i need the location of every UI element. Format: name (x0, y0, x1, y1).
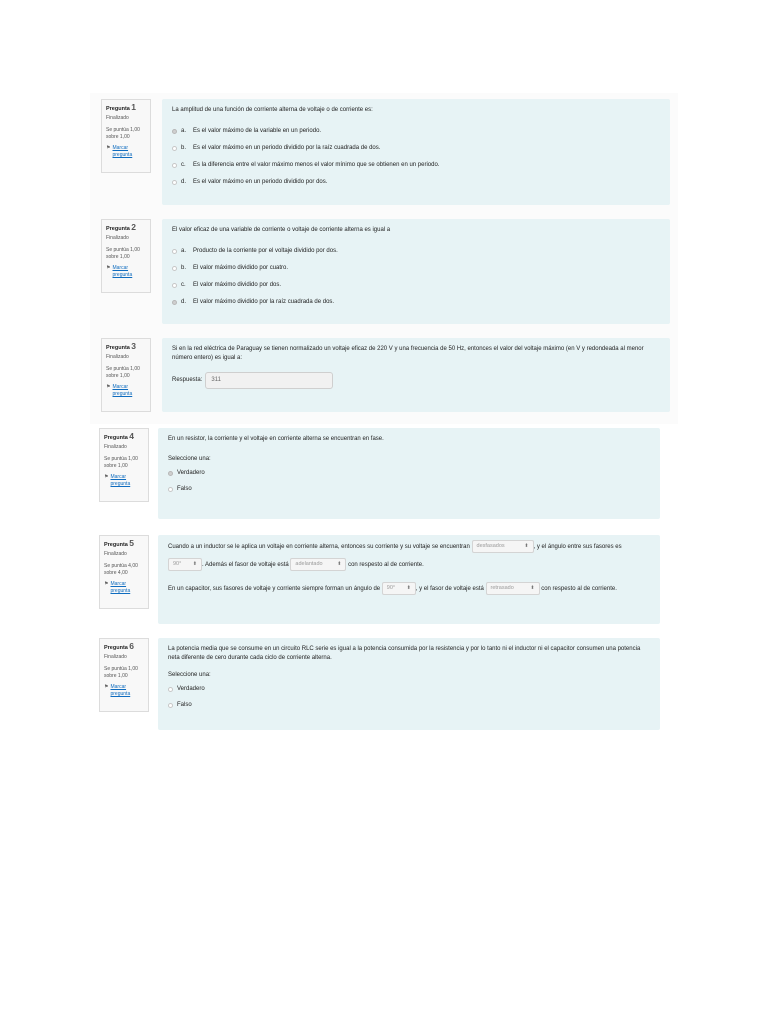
question-content (158, 428, 660, 519)
radio-icon[interactable] (168, 471, 173, 476)
radio-icon[interactable] (172, 249, 177, 254)
question-state: Finalizado (106, 235, 129, 241)
flag-icon: ⚑ (104, 684, 109, 690)
answer-row (172, 372, 660, 389)
radio-icon[interactable] (168, 487, 173, 492)
option-true[interactable]: Verdadero (168, 465, 650, 481)
question-content (158, 535, 660, 624)
question-content (162, 99, 670, 205)
paragraph-inductor: Cuando a un inductor se le aplica un voltaje en corriente alterna, entonces su corriente y su voltaje se encuentran desfasados ⬍ , y el ángulo entre sus fasores es 90° ⬍ . Además el fasor de voltaje está adelantado ⬍ con respesto al de corriente. (168, 538, 650, 574)
option-b[interactable]: b. Es el valor máximo en un periodo dividido por la raíz cuadrada de dos. (172, 140, 660, 157)
radio-icon[interactable] (168, 703, 173, 708)
flag-question-link[interactable]: ⚑ Marcar pregunta (104, 474, 131, 487)
option-a[interactable]: a. Producto de la corriente por el voltaje dividido por dos. (172, 243, 660, 260)
question-heading: Pregunta 3 (106, 341, 136, 351)
chevron-updown-icon: ⬍ (530, 585, 535, 592)
flag-icon: ⚑ (106, 384, 111, 390)
answer-options (168, 465, 650, 497)
option-c[interactable]: c. Es la diferencia entre el valor máximo menos el valor mínimo que se obtienen en un periodo. (172, 157, 660, 174)
question-text: La potencia media que se consume en un circuito RLC serie es igual a la potencia consumida por la resistencia y por lo tanto ni el inductor ni el capacitor consumen una potencia neta diferente de cero durante cada ciclo de corriente alterna. (168, 646, 641, 661)
question-text: Si en la red eléctrica de Paraguay se tienen normalizado un voltaje eficaz de 220 V y una frecuencia de 50 Hz, entonces el valor del voltaje máximo (en V y redondeada al menor número entero) es igual a: (172, 346, 644, 361)
dropdown-phase[interactable]: desfasados ⬍ (472, 540, 534, 553)
question-grade: Se puntúa 1,00 sobre 1,00 (106, 127, 140, 140)
question-heading: Pregunta 2 (106, 222, 136, 232)
question-info (99, 428, 149, 502)
radio-icon[interactable] (172, 180, 177, 185)
answer-options (168, 682, 650, 714)
question-info (101, 219, 151, 293)
question-grade: Se puntúa 1,00 sobre 1,00 (106, 247, 140, 260)
paragraph-capacitor: En un capacitor, sus fasores de voltaje y corriente siempre forman un ángulo de 90° ⬍ , y el fasor de voltaje está retrasado ⬍ con respesto al de corriente. (168, 580, 650, 598)
dropdown-angle[interactable]: 90° ⬍ (168, 558, 202, 571)
question-info (101, 338, 151, 412)
dropdown-capacitor-angle[interactable]: 90° ⬍ (382, 582, 416, 595)
question-grade: Se puntúa 1,00 sobre 1,00 (104, 456, 138, 469)
radio-icon[interactable] (168, 687, 173, 692)
dropdown-voltage-lead[interactable]: adelantado ⬍ (290, 558, 346, 571)
answer-options (172, 243, 660, 311)
question-grade: Se puntúa 1,00 sobre 1,00 (104, 666, 138, 679)
dropdown-capacitor-voltage[interactable]: retrasado ⬍ (486, 582, 540, 595)
radio-icon[interactable] (172, 129, 177, 134)
question-info (99, 638, 149, 712)
option-b[interactable]: b. El valor máximo dividido por cuatro. (172, 260, 660, 277)
answer-label: Respuesta: (172, 377, 203, 384)
question-state: Finalizado (106, 354, 129, 360)
option-d[interactable]: d. El valor máximo dividido por la raíz cuadrada de dos. (172, 294, 660, 311)
option-false[interactable]: Falso (168, 698, 650, 714)
radio-icon[interactable] (172, 146, 177, 151)
question-content (162, 338, 670, 412)
flag-icon: ⚑ (106, 145, 111, 151)
select-prompt: Seleccione una: (168, 672, 211, 678)
radio-icon[interactable] (172, 300, 177, 305)
flag-icon: ⚑ (104, 474, 109, 480)
option-a[interactable]: a. Es el valor máximo de la variable en un periodo. (172, 123, 660, 140)
flag-question-link[interactable]: ⚑ Marcar pregunta (106, 265, 133, 278)
chevron-updown-icon: ⬍ (192, 561, 197, 568)
option-d[interactable]: d. Es el valor máximo en un periodo dividido por dos. (172, 174, 660, 191)
flag-question-link[interactable]: ⚑ Marcar pregunta (106, 145, 133, 158)
chevron-updown-icon: ⬍ (524, 543, 529, 550)
radio-icon[interactable] (172, 283, 177, 288)
flag-question-link[interactable]: ⚑ Marcar pregunta (104, 684, 131, 697)
question-state: Finalizado (104, 444, 127, 450)
answer-input[interactable]: 311 (205, 372, 333, 389)
select-prompt: Seleccione una: (168, 455, 211, 462)
question-heading: Pregunta 4 (104, 431, 134, 441)
radio-icon[interactable] (172, 266, 177, 271)
question-state: Finalizado (104, 551, 127, 557)
question-grade: Se puntúa 1,00 sobre 1,00 (106, 366, 140, 379)
question-heading: Pregunta 6 (104, 641, 134, 651)
radio-icon[interactable] (172, 163, 177, 168)
question-state: Finalizado (106, 115, 129, 121)
answer-options (172, 123, 660, 191)
question-info (99, 535, 149, 609)
question-content (162, 219, 670, 324)
question-text: En un resistor, la corriente y el voltaje en corriente alterna se encuentran en fase. (168, 436, 384, 442)
option-c[interactable]: c. El valor máximo dividido por dos. (172, 277, 660, 294)
flag-question-link[interactable]: ⚑ Marcar pregunta (104, 581, 131, 594)
question-text: La amplitud de una función de corriente alterna de voltaje o de corriente es: (172, 107, 373, 113)
flag-icon: ⚑ (104, 581, 109, 587)
option-true[interactable]: Verdadero (168, 682, 650, 698)
chevron-updown-icon: ⬍ (337, 561, 342, 568)
question-text: El valor eficaz de una variable de corriente o voltaje de corriente alterna es igual a (172, 227, 391, 233)
flag-question-link[interactable]: ⚑ Marcar pregunta (106, 384, 133, 397)
question-heading: Pregunta 1 (106, 102, 136, 112)
question-content (158, 638, 660, 730)
chevron-updown-icon: ⬍ (406, 585, 411, 592)
flag-icon: ⚑ (106, 265, 111, 271)
question-grade: Se puntúa 4,00 sobre 4,00 (104, 563, 138, 576)
option-false[interactable]: Falso (168, 481, 650, 497)
question-info (101, 99, 151, 173)
question-state: Finalizado (104, 654, 127, 660)
question-heading: Pregunta 5 (104, 538, 134, 548)
